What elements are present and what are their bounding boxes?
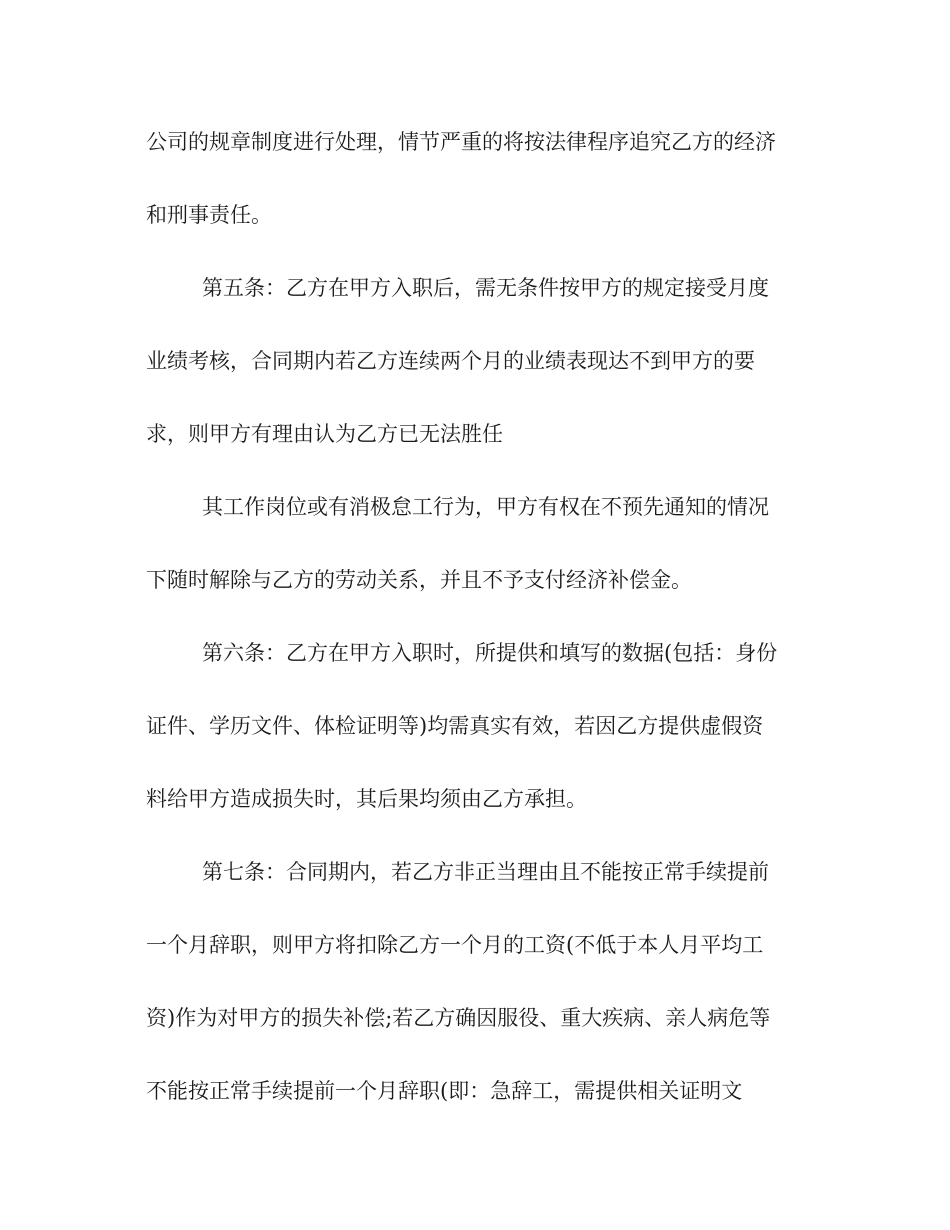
clause-5-heading-line: 第五条：乙方在甲方入职后，需无条件按甲方的规定接受月度 (202, 276, 769, 300)
text-line: 业绩考核，合同期内若乙方连续两个月的业绩表现达不到甲方的要 (146, 349, 755, 373)
text-line: 不能按正常手续提前一个月辞职(即：急辞工，需提供相关证明文 (146, 1079, 743, 1103)
text-line: 和刑事责任。 (146, 203, 272, 227)
text-line: 料给甲方造成损失时，其后果均须由乙方承担。 (146, 787, 587, 811)
text-line: 资)作为对甲方的损失补偿;若乙方确因服役、重大疾病、亲人病危等 (146, 1006, 771, 1030)
text-line: 一个月辞职，则甲方将扣除乙方一个月的工资(不低于本人月平均工 (146, 933, 764, 957)
text-line: 证件、学历文件、体检证明等)均需真实有效，若因乙方提供虚假资 (146, 714, 764, 738)
text-line: 求，则甲方有理由认为乙方已无法胜任 (146, 422, 503, 446)
text-line: 公司的规章制度进行处理，情节严重的将按法律程序追究乙方的经济 (146, 130, 776, 154)
clause-6-heading-line: 第六条：乙方在甲方入职时，所提供和填写的数据(包括：身份 (202, 641, 778, 665)
paragraph-start-line: 其工作岗位或有消极怠工行为，甲方有权在不预先通知的情况 (202, 495, 769, 519)
clause-7-heading-line: 第七条：合同期内，若乙方非正当理由且不能按正常手续提前 (202, 860, 769, 884)
text-line: 下随时解除与乙方的劳动关系，并且不予支付经济补偿金。 (146, 568, 692, 592)
